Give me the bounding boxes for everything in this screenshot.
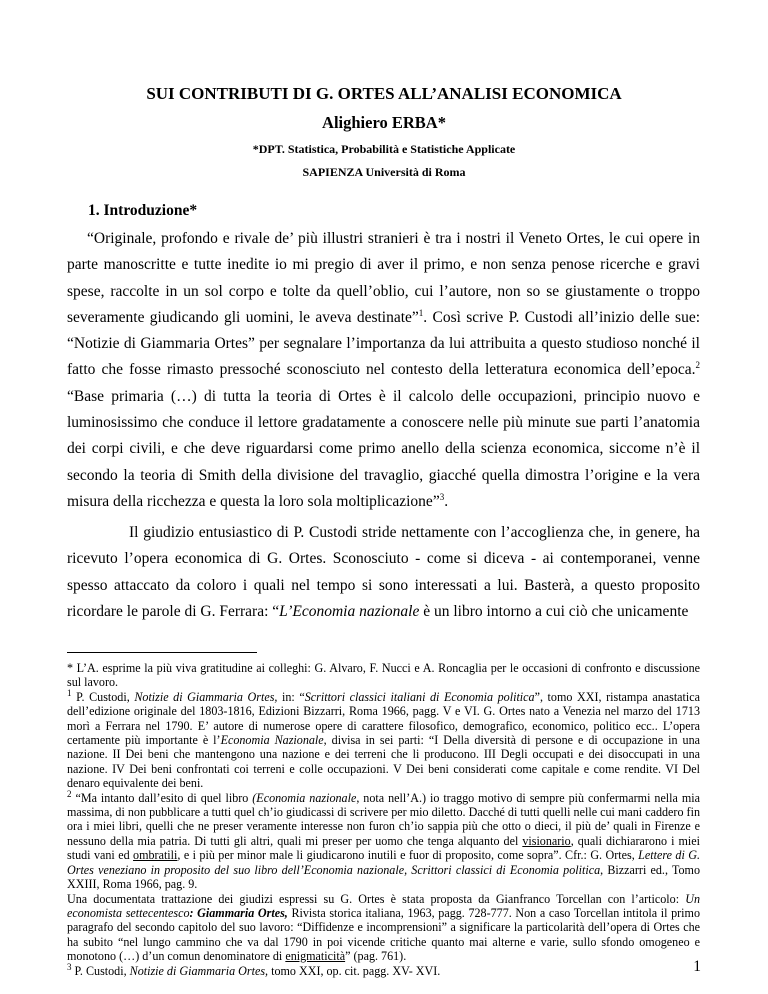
footnote-text: Rivista storica italiana, 1963, pagg. 728-777. Non a caso Torcellan intitola il primo paragrafo del secondo capitolo del suo lavoro: “Diffidenze e incomprensioni” a significare la particolarità dell’opera di Ortes che ha subito “nel lungo cammino che va dal 1790 in poi vicende critiche quanto mai alterne e varie, sullo sfondo omogeneo e monotono (…) d’un comun denominatore di <box>67 905 700 964</box>
affiliation: *DPT. Statistica, Probabilità e Statistiche Applicate <box>252 142 516 156</box>
author-name: Alighiero ERBA* <box>322 113 446 132</box>
footnote-text: “Ma intanto dall’esito di quel libro <box>71 790 253 805</box>
footnote-italic: (Economia nazionale <box>252 790 357 805</box>
footnote-number: 1 <box>67 687 72 698</box>
paragraph-2 <box>67 520 700 625</box>
footnote-italic: Economia Nazionale <box>220 733 324 748</box>
footnotes <box>67 661 700 978</box>
footnote-italic: Lettere di G. Ortes veneziano in proposito del suo libro dell’Economia nazionale, Scrittori classici di Economia politica <box>67 848 700 877</box>
footnote-italic: Notizie di Giammaria Ortes, <box>129 963 269 978</box>
footnote-number: 3 <box>67 961 72 972</box>
footnote-text: in: “ <box>277 689 305 704</box>
underlined-word: visionario <box>522 833 571 848</box>
paragraph-text: . <box>444 492 449 510</box>
footnote-text: Una documentata trattazione dei giudizi espressi su G. Ortes è stata proposta da Gianfranco Torcellan con l’articolo: <box>67 891 686 906</box>
paragraph-1 <box>67 226 700 515</box>
underlined-word: ombratili <box>133 848 178 863</box>
footnote-2-continued <box>67 892 700 964</box>
footnote-1 <box>67 687 701 791</box>
paragraph-text: è un libro intorno a cui ciò che unicamente <box>419 602 689 620</box>
footnote-text: , nota nell’A.) io traggo motivo di sempre più confermarmi nella mia massima, di non pubblicare a tutti quel ch’io giudicassi di scrivere per mio diletto. Dacché di tutti quelli nelle cui mani caddero fin ora i miei libri, quelli che ne preser veramente interesse non furon ch’io sappia più che otto o dieci, il più de’ quali in Firenze e nessuno della mia patria. Di tutti gli altri, quali mi preser per uomo che tenga alquanto del <box>67 790 700 848</box>
footnote-italic: Un economista settecentesco <box>67 891 700 920</box>
paper-title: SUI CONTRIBUTI DI G. ORTES ALL’ANALISI ECONOMICA <box>146 84 622 103</box>
quote-text: “Originale, profondo e rivale de’ più illustri stranieri è tra i nostri il Veneto Ortes, le cui opere in parte manoscritte e tutte inedite io mi pregio di aver il primo, e non senza penose ricerche e gravi spese, raccolte in un sol corpo e tolte da quell’oblio, cui l’autore, non so se giustamente o troppo severamente giudicando gli uomini, le aveva destinate” <box>67 230 700 326</box>
university: SAPIENZA Università di Roma <box>302 165 466 179</box>
footnote-star: * L’A. esprime la più viva gratitudine ai colleghi: G. Alvaro, F. Nucci e A. Roncaglia per le occasioni di confronto e discussione sul lavoro. <box>67 661 700 690</box>
footnote-2 <box>67 788 700 892</box>
paragraph-text: “Base primaria (…) di tutta la teoria di Ortes è il calcolo delle occupazioni, principio nuovo e luminosissimo che conduce il lettore gradatamente a conoscere nelle più minute sue parti l’anatomia dei corpi civili, e che deve riguardarsi come primo anello della scienza economica, siccome n’è il secondo la teoria di Smith della divisione del travaglio, giacché quella dimostra l’origine e la vera misura della ricchezza e questa la loro sola moltiplicazione” <box>67 387 700 510</box>
section-heading: 1. Introduzione* <box>88 202 198 219</box>
footnote-ref-2: 2 <box>695 360 700 371</box>
footnote-text: , divisa in sei parti: “I Della diversità di persone e di occupazione in una nazione. II Dei beni che mantengono una nazione e dei terreni che li producono. III Degli occupati e dei disoccupati in una nazione. IV Dei beni confrontati coi terreni e colle occupazioni. V Dei beni considerati come capitale e come rendite. VI Del denaro equivalente dei beni. <box>67 733 701 791</box>
footnote-rule <box>67 652 257 653</box>
footnote-text: , Bizzarri ed., Tomo XXIII, Roma 1966, pag. 9. <box>67 862 700 892</box>
footnote-3 <box>67 961 700 978</box>
footnote-italic: Notizie di Giammaria Ortes, <box>134 689 278 704</box>
footnote-text: , quali dichiararono i miei studi vani ed <box>67 833 700 863</box>
footnote-text: P. Custodi, <box>71 689 135 704</box>
footnote-ref-1: 1 <box>418 307 424 318</box>
footnote-text: P. Custodi, <box>71 963 130 978</box>
footnote-ref-3: 3 <box>439 491 445 502</box>
footnote-number: 2 <box>67 788 72 799</box>
footnote-text: ”, tomo XXI, ristampa anastatica dell’edizione originale del 1803-1816, Edizioni Bizzarri, Roma 1966, pagg. V e VI. G. Ortes nato a Venezia nel marzo del 1713 morì a Ferrara nel 1790. E’ autore di numerose opere di carattere filosofico, demografico, economico, politico ecc.. L’opera certamente più importante è l’ <box>67 689 700 748</box>
footnote-text: tomo XXI, op. cit. pagg. XV- XVI. <box>268 963 441 978</box>
footnote-bold-italic: : Giammaria Ortes, <box>189 905 288 920</box>
footnote-italic: Scrittori classici italiani di Economia politica <box>304 689 535 704</box>
paragraph-text: Il giudizio entusiastico di P. Custodi stride nettamente con l’accoglienza che, in genere, ha ricevuto l’opera economica di G. Ortes. Sconosciuto - come si diceva - ai contemporanei, venne spesso attaccato da coloro i quali nel tempo si sono interessati a lui. Basterà, a questo proposito ricordare le parole di G. Ferrara: “ <box>67 524 700 620</box>
italic-title: L’Economia nazionale <box>279 602 420 620</box>
footnote-text: , e i più per minor male li giudicarono inutili e fuor di proposito, come sopra”. Cfr.: G. Ortes, <box>177 848 639 863</box>
underlined-word: enigmaticità <box>285 949 346 964</box>
paragraph-text: . Così scrive P. Custodi all’inizio delle sue: “Notizie di Giammaria Ortes” per segnalare l’importanza da lui attribuita a questo studioso nonché il fatto che fosse rimasto pressoché sconosciuto nel contesto della letteratura economica dell’epoca. <box>67 308 701 379</box>
footnote-text: ” (pag. 761). <box>345 949 407 964</box>
page-number: 1 <box>693 958 701 975</box>
